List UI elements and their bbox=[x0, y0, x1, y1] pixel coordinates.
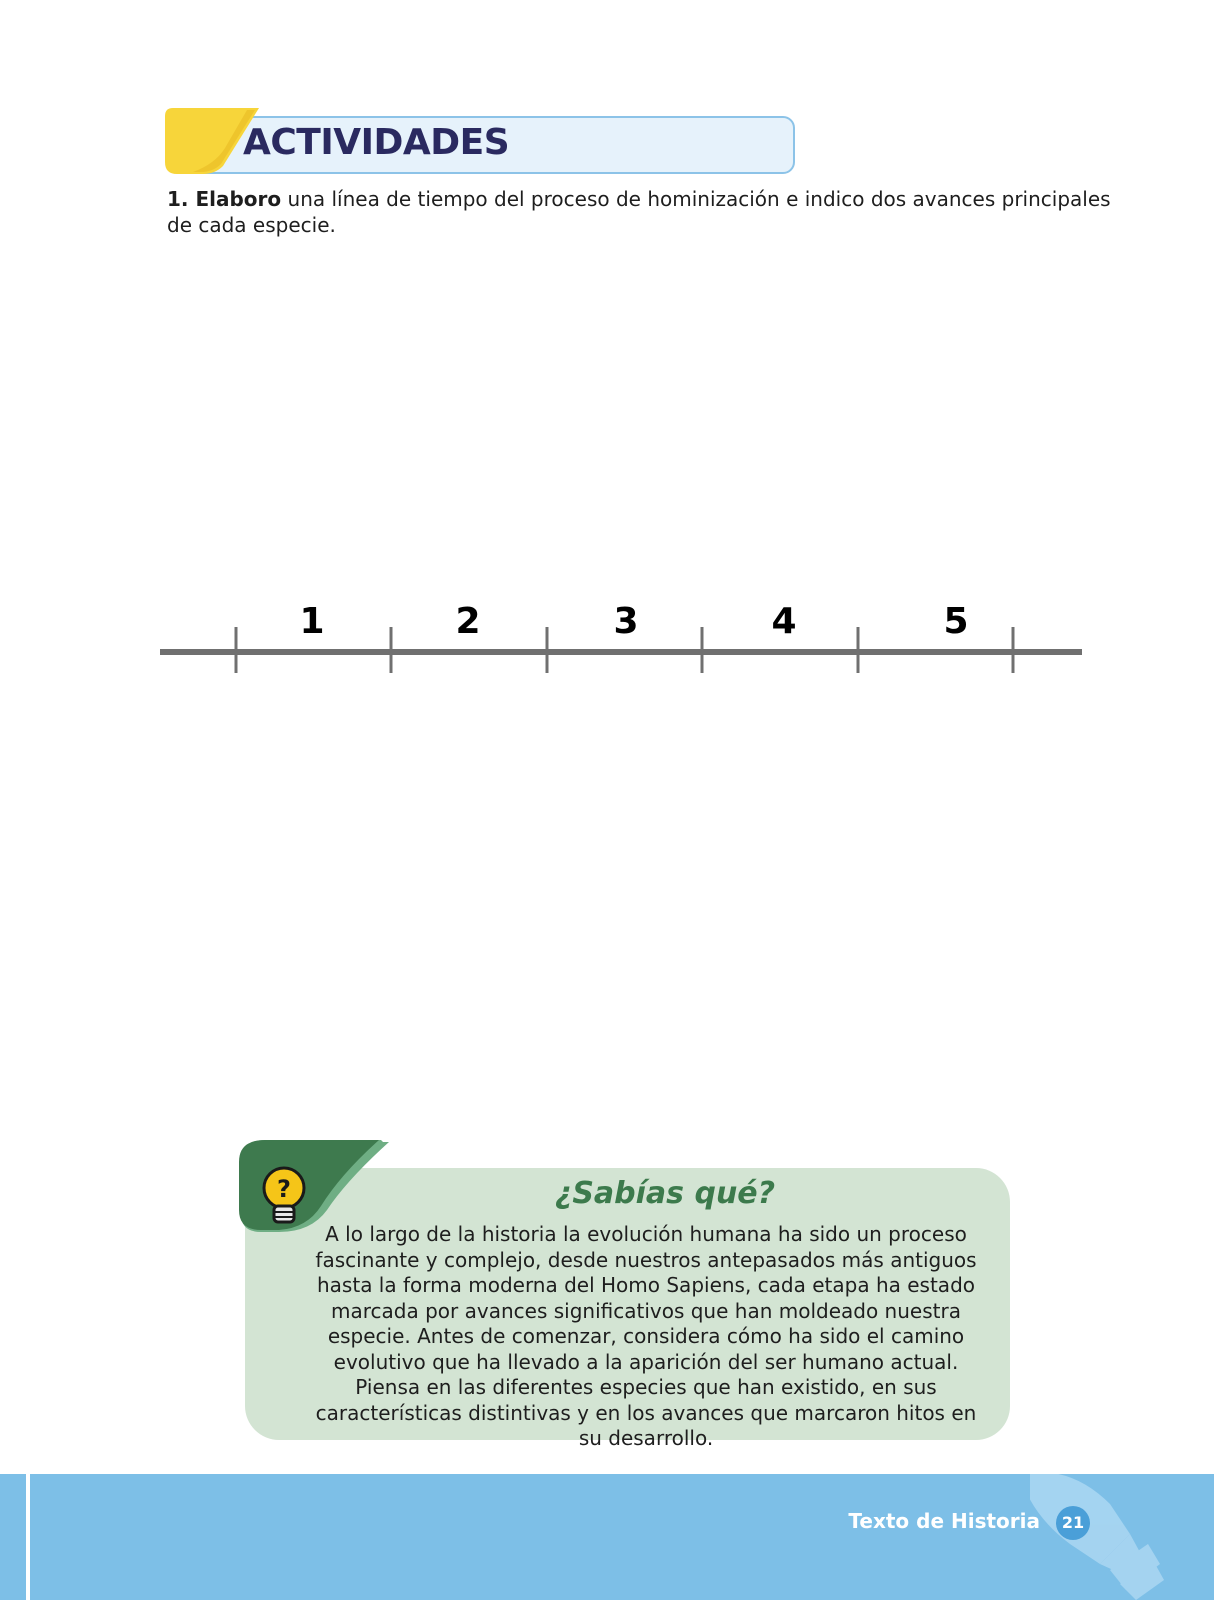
timeline-label-5: 5 bbox=[943, 601, 969, 642]
timeline-label-1: 1 bbox=[299, 601, 325, 642]
timeline bbox=[0, 595, 1214, 685]
page-number: 21 bbox=[1056, 1506, 1090, 1540]
instruction-text: una línea de tiempo del proceso de hominización e indico dos avances principales de cada especie. bbox=[167, 187, 1111, 237]
page-footer bbox=[0, 1474, 1214, 1600]
book-title: Texto de Historia bbox=[848, 1509, 1040, 1533]
did-you-know-box bbox=[235, 1140, 1015, 1450]
activities-header bbox=[163, 108, 795, 176]
timeline-label-4: 4 bbox=[771, 601, 797, 642]
timeline-label-3: 3 bbox=[613, 601, 639, 642]
did-you-know-text: A lo largo de la historia la evolución humana ha sido un proceso fascinante y complejo, desde nuestros antepasados más antiguos hasta la forma moderna del Homo Sapiens, cada etapa ha estado marcada por avances significativos que han moldeado nuestra especie. Antes de comenzar, considera cómo ha sido el camino evolutivo que ha llevado a la aparición del ser humano actual. Piensa en las diferentes especies que han existido, en sus características distintivas y en los avances que marcaron hitos en su desarrollo. bbox=[315, 1222, 977, 1450]
lightbulb-question-icon bbox=[259, 1160, 309, 1230]
section-title: ACTIVIDADES bbox=[243, 122, 510, 163]
timeline-label-2: 2 bbox=[455, 601, 481, 642]
activity-instruction bbox=[167, 186, 1112, 238]
svg-text:?: ? bbox=[277, 1175, 291, 1203]
instruction-lead: 1. Elaboro bbox=[167, 187, 282, 211]
rocket-icon bbox=[1030, 1474, 1180, 1600]
did-you-know-title: ¿Sabías qué? bbox=[554, 1176, 776, 1211]
footer-edge-line bbox=[26, 1474, 30, 1600]
